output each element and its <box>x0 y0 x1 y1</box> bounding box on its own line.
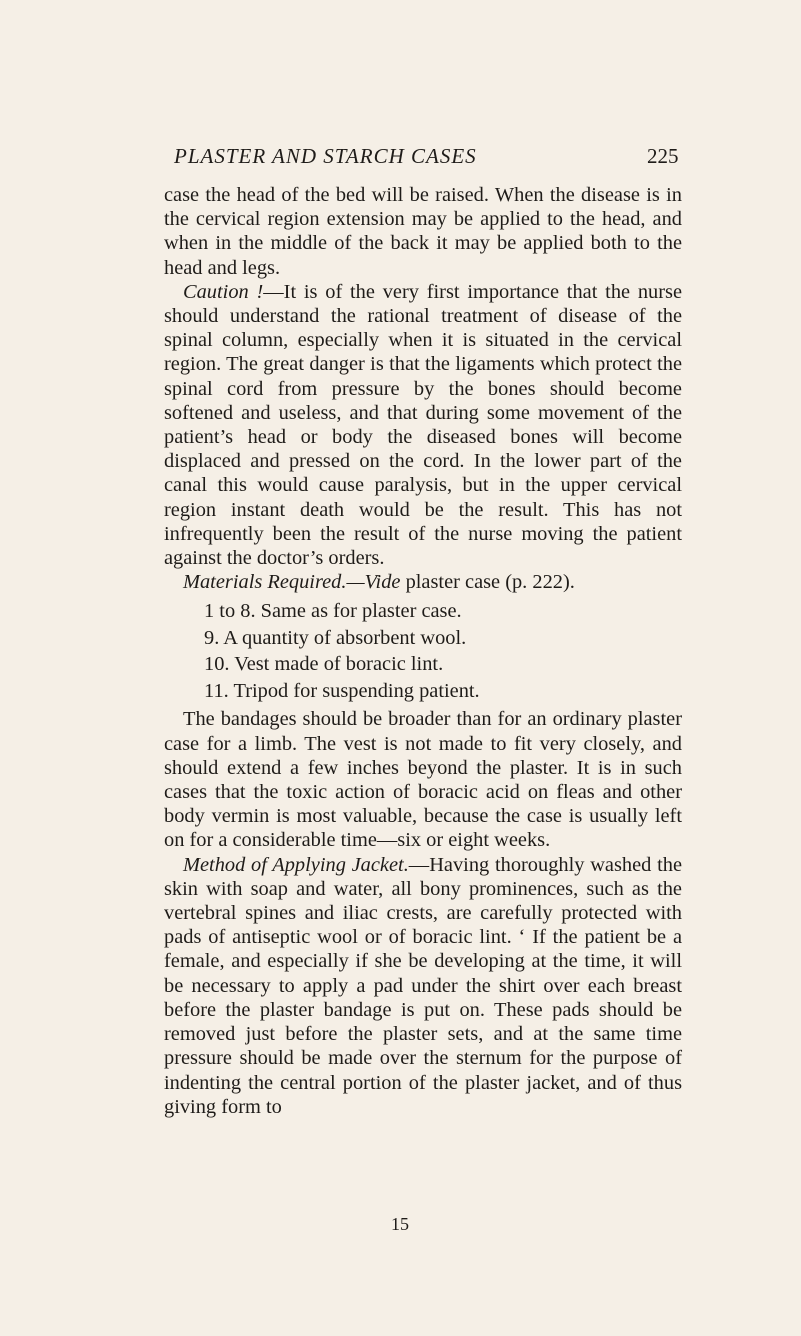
materials-label: Materials Required.—Vide <box>183 571 401 594</box>
materials-text: plaster case (p. 222). <box>400 571 575 594</box>
list-item-number: 10. <box>204 653 230 676</box>
body-text <box>164 183 682 1119</box>
list-item <box>164 651 682 678</box>
paragraph-1: case the head of the bed will be raised. When the disease is in the cervical region extension may be applied to the head, and when in the middle of the back it may be applied both to the head and legs. <box>164 184 682 279</box>
list-item <box>164 625 682 652</box>
paragraph-method <box>164 853 682 1119</box>
list-item-number: 11. <box>204 679 229 702</box>
list-item-text: Same as for plaster case. <box>260 600 462 623</box>
page-number: 225 <box>647 144 679 168</box>
materials-list <box>164 598 682 704</box>
list-item <box>164 678 682 705</box>
caution-text: —It is of the very first importance that the nurse should understand the rational treatment of disease of the spinal column, especially when it is situated in the cervical region. The great danger is that the ligaments which protect the spinal cord from pressure by the bones should become softened and useless, and that during some movement of the patient’s head or body the diseased bones will become displaced and pressed on the cord. In the lower part of the canal this would cause paralysis, but in the upper cervical region instant death would be the result. This has not infrequently been the result of the nurse moving the patient against the doctor’s orders. <box>164 280 682 570</box>
list-item-text: Vest made of boracic lint. <box>234 653 444 676</box>
method-label: Method of Applying Jacket. <box>183 853 409 876</box>
list-item-text: Tripod for suspending patient. <box>233 679 480 702</box>
signature-mark: 15 <box>391 1214 409 1234</box>
paragraph-bandages: The bandages should be broader than for an ordinary plaster case for a limb. The vest is not made to fit very closely, and should extend a few inches beyond the plaster. It is in such cases that the toxic action of boracic acid on fleas and other body vermin is most valuable, because the case is usually left on for a considerable time—six or eight weeks. <box>164 708 682 852</box>
paragraph-caution <box>164 280 682 570</box>
list-item-number: 9. <box>204 626 220 649</box>
list-item-text: A quantity of absorbent wool. <box>223 626 467 649</box>
paragraph-materials <box>164 570 682 594</box>
caution-label: Caution ! <box>183 280 264 303</box>
method-text: —Having thoroughly washed the skin with soap and water, all bony prominences, such as the vertebral spines and iliac crests, are carefully protected with pads of antiseptic wool or of boracic lint. ‘ If the patient be a female, and especially if she be developing at the time, it will be necessary to apply a pad under the shirt over each breast before the plaster bandage is put on. These pads should be removed just before the plaster sets, and at the same time pressure should be made over the sternum for the purpose of indenting the central portion of the plaster jacket, and of thus giving form to <box>164 853 682 1118</box>
list-item <box>164 598 682 625</box>
list-item-number: 1 to 8. <box>204 600 256 623</box>
running-head: PLASTER AND STARCH CASES <box>174 144 477 168</box>
